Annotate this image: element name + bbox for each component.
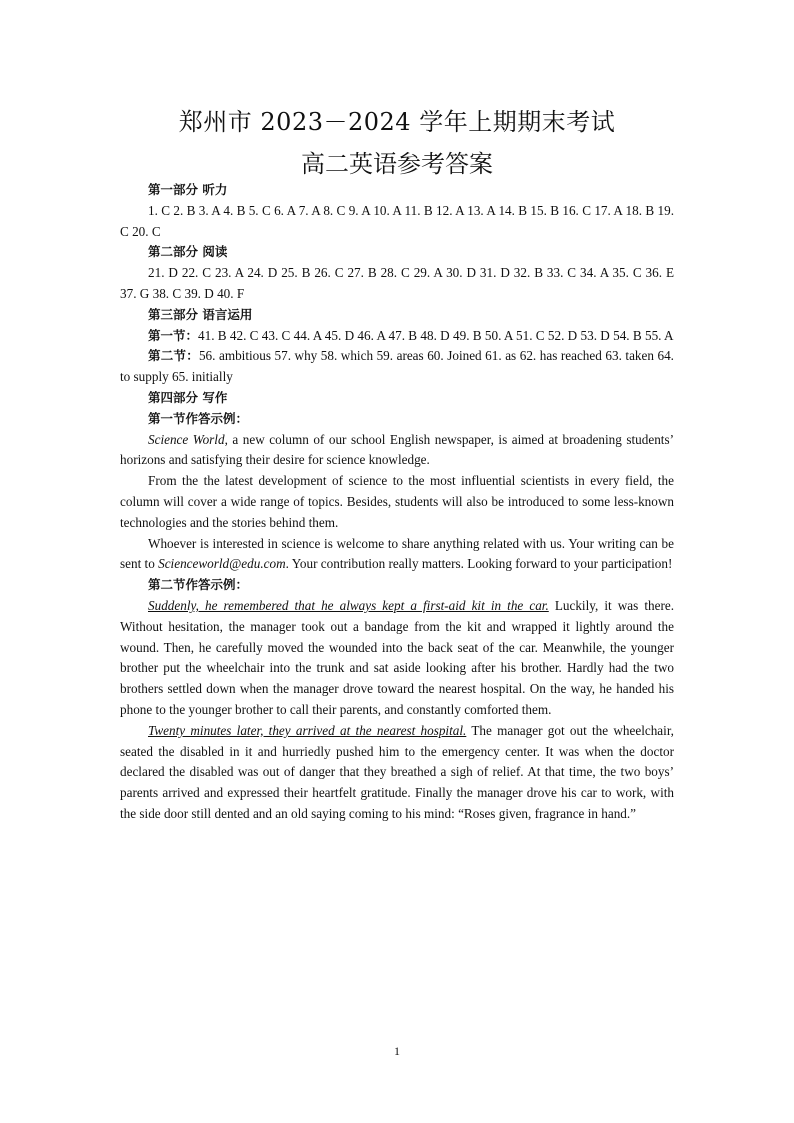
part4-heading: 第四部分 写作: [148, 389, 228, 405]
document-title: 郑州市 2023－2024 学年上期期末考试: [178, 108, 616, 136]
given-opening-sentence-2: Twenty minutes later, they arrived at the nearest hospital.: [148, 722, 467, 738]
part2-answers: 21. D 22. C 23. A 24. D 25. B 26. C 27. B 28. C 29. A 30. D 31. D 32. B 33. C 34. A 35. C 36. E 37. G 38. C 39. D 40. F: [120, 265, 674, 301]
sample1-paragraph1: [120, 430, 674, 472]
column-name: Science World: [148, 431, 225, 447]
document-subtitle: 高二英语参考答案: [301, 150, 493, 178]
section2-answers: 56. ambitious 57. why 58. which 59. areas 60. Joined 61. as 62. has reached 63. taken 64. to supply 65. initially: [120, 348, 674, 385]
email-address: Scienceworld@edu.com: [158, 556, 286, 572]
sample1-paragraph3-text-b: . Your contribution really matters. Looking forward to your participation!: [285, 556, 673, 572]
part2-heading: 第二部分 阅读: [148, 244, 228, 260]
answer-content: [120, 180, 674, 825]
part1-answers: 1. C 2. B 3. A 4. B 5. C 6. A 7. A 8. C 9. A 10. A 11. B 12. A 13. A 14. B 15. B 16. C 17. A 18. B 19. C 20. C: [120, 202, 674, 239]
sample2-paragraph2-text: The manager got out the wheelchair, seated the disabled in it and hurriedly pushed him to the emergency center. It was when the doctor declared the disabled was out of danger that they breathed a sigh of relief. At that time, the two boys’ parents arrived and expressed their heartfelt gratitude. Finally the manager drove his car to work, with the side door still dented and an old saying coming to his mind: “Roses given, fragrance in hand.”: [120, 722, 674, 821]
sample1-paragraph3-text-a: Whoever is interested in science is welcome to share anything related with us. Your writing can be sent to: [120, 535, 674, 572]
sample2-paragraph1-text: Luckily, it was there. Without hesitation, the manager took out a bandage from the kit and wrapped it lightly around the wound. Then, he carefully moved the wounded into the back seat of the car. Meanwhile, the younger brother put the wheelchair into the trunk and sat aside looking after his brother. Hardly had the two brothers settled down when the manager drove toward the nearest hospital. On the way, he handed his phone to the younger brother to call their parents, and constantly comforted them.: [120, 597, 674, 717]
writing-section1-heading: 第一节作答示例：: [148, 410, 249, 426]
sample2-paragraph2: [120, 721, 674, 825]
given-opening-sentence-1: Suddenly, he remembered that he always kept a first-aid kit in the car.: [148, 597, 549, 613]
part3-section2: [120, 346, 674, 388]
sample1-paragraph2: From the the latest development of science to the most influential scientists in every field, the column will cover a wide range of topics. Besides, students will also be introduced to some less-known technologies and the stories behind them.: [120, 473, 674, 530]
writing-section2-heading: 第二节作答示例：: [148, 577, 249, 593]
sample1-paragraph3: [120, 534, 674, 576]
section2-label: 第二节：: [148, 348, 199, 364]
part3-section1: [120, 326, 674, 347]
page-number: 1: [394, 1044, 400, 1058]
part3-heading: 第三部分 语言运用: [148, 306, 253, 322]
sample2-paragraph1: [120, 596, 674, 721]
sample1-paragraph1-text: , a new column of our school English newspaper, is aimed at broadening students’ horizons and satisfying their desire for science knowledge.: [120, 431, 674, 468]
section1-answers: 41. B 42. C 43. C 44. A 45. D 46. A 47. B 48. D 49. B 50. A 51. C 52. D 53. D 54. B 55. A: [198, 327, 674, 343]
section1-label: 第一节：: [148, 327, 199, 343]
part1-heading: 第一部分 听力: [148, 182, 228, 197]
